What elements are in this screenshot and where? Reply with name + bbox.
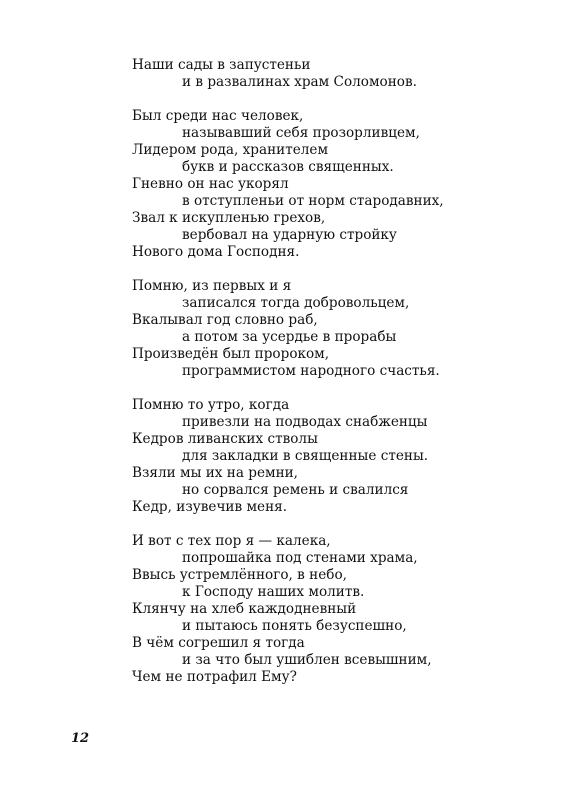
poem-line: Клянчу на хлеб каждодневный xyxy=(132,601,357,617)
poem-line: Нового дома Господня. xyxy=(132,244,300,260)
poem-line: Ввысь устремлённого, в небо, xyxy=(132,567,347,583)
poem-line: Взяли мы их на ремни, xyxy=(132,465,299,481)
poem-line: Звал к искупленью грехов, xyxy=(132,210,326,226)
poem-line: Кедров ливанских стволы xyxy=(132,431,318,447)
poem-line: Вкалывал год словно раб, xyxy=(132,312,318,328)
poem-line: букв и рассказов священных. xyxy=(182,159,394,175)
poem-line: записался тогда добровольцем, xyxy=(182,295,410,311)
poem-line: и пытаюсь понять безуспешно, xyxy=(182,618,407,634)
poem-line: попрошайка под стенами храма, xyxy=(182,550,418,566)
poem-line: называвший себя прозорливцем, xyxy=(182,125,420,141)
poem-line: В чём согрешил я тогда xyxy=(132,635,305,651)
stanza xyxy=(132,533,552,686)
poem-line: а потом за усердье в прорабы xyxy=(182,329,397,345)
poem-line: и в развалинах храм Соломонов. xyxy=(182,74,417,90)
stanza xyxy=(132,397,552,516)
poem-line: Помню то утро, когда xyxy=(132,397,290,413)
poem-line: Был среди нас человек, xyxy=(132,108,304,124)
poem-line: но сорвался ремень и свалился xyxy=(182,482,409,498)
poem-line: Лидером рода, хранителем xyxy=(132,142,329,158)
poem-line: Наши сады в запустеньи xyxy=(132,57,311,73)
stanza xyxy=(132,108,552,261)
poem-line: И вот с тех пор я — калека, xyxy=(132,533,331,549)
poem-line: Помню, из первых и я xyxy=(132,278,292,294)
poem-line: Произведён был пророком, xyxy=(132,346,330,362)
poem-line: в отступленьи от норм стародавних, xyxy=(182,193,444,209)
poem-line: вербовал на ударную стройку xyxy=(182,227,397,243)
page-number: 12 xyxy=(71,731,90,746)
poem-line: Гневно он нас укорял xyxy=(132,176,289,192)
poem-line: привезли на подводах снабженцы xyxy=(182,414,428,430)
poem-body xyxy=(132,57,552,703)
poem-line: для закладки в священные стены. xyxy=(182,448,429,464)
poem-line: и за что был ушиблен всевышним, xyxy=(182,652,432,668)
poem-line: Чем не потрафил Ему? xyxy=(132,669,297,685)
stanza xyxy=(132,57,552,91)
poem-line: к Господу наших молитв. xyxy=(182,584,365,600)
poem-line: Кедр, изувечив меня. xyxy=(132,499,288,515)
poem-line: программистом народного счастья. xyxy=(182,363,440,379)
stanza xyxy=(132,278,552,380)
